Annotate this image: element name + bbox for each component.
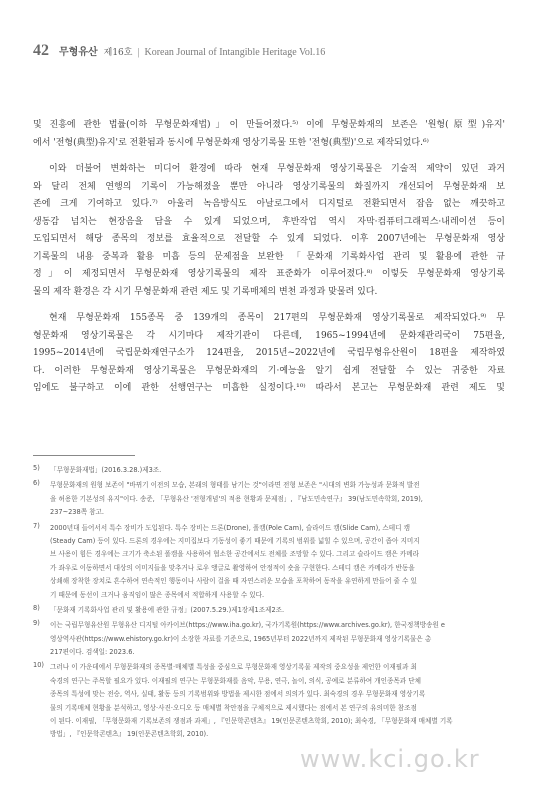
watermark: www.kci.go.kr [300, 745, 480, 773]
footnotes [33, 464, 509, 744]
footnote-line: 217편이다. 검색일: 2023.6. [50, 648, 135, 657]
footnote-line: 종목의 특성에 맞는 전승, 역사, 실태, 활동 등의 기록범위와 방법을 제시한 점에서 의의가 있다. 최숙경의 경우 무형문화재 영상기록 [50, 690, 426, 699]
footnote-number: 6) [33, 479, 40, 488]
paragraph [33, 310, 505, 398]
footnote-line: 을 허용한 기본성의 유지"이다. 송준, 「무형유산 '전형개념'의 적용 현황과 문제점」, 『남도민속연구』 39(남도민속학회, 2019), [50, 494, 423, 503]
footnote-line: 물의 기록매체 현황을 분석하고, 영상·사진·오디오 등 매체별 착안점을 구체적으로 제시했다는 점에서 본 연구의 유의미한 참조점 [50, 703, 417, 712]
footnote-line: 그러나 이 가운데에서 무형문화재의 종목별·매체별 특성을 중심으로 무형문화재 영상기록물 제작의 중요성을 제언한 이재필과 최 [50, 663, 417, 672]
footnote-line: (Steady Cam) 등이 있다. 드론의 경우에는 지미집보다 기동성이 좋기 때문에 기록의 범위를 넓힐 수 있으며, 공간이 좁아 지미지 [50, 536, 420, 545]
text-line: 물의 제작 환경은 각 시기 무형문화재 관련 제도 및 기록매체의 변천 과정과 맞물려 있다. [33, 286, 378, 297]
footnote-line: 방법」, 『인문학콘텐츠』 19(인문콘텐츠학회, 2010). [50, 730, 209, 739]
page-number: 42 [33, 42, 49, 59]
journal-title-english: Korean Journal of Intangible Heritage Vol.16 [144, 47, 326, 58]
footnote [33, 522, 509, 602]
footnote [33, 661, 509, 741]
header-separator: | [137, 47, 140, 58]
footnote-number: 5) [33, 464, 40, 472]
text-line: 1995~2014년에 국립문화재연구소가 124편을, 2015년~2022년에 국립무형유산원이 18편을 제작하였 [33, 348, 505, 358]
footnote-line: 무형문화재의 원형 보존이 "바뀌기 이전의 모습, 본래의 형태를 남기는 것"이라면 전형 보존은 "시대의 변화 가능성과 문화적 발전 [50, 481, 420, 490]
body-text [33, 117, 505, 398]
footnote-line: 237~238쪽 참고. [50, 508, 104, 517]
footnote-number: 10) [33, 661, 44, 670]
paragraph [33, 161, 505, 301]
footnote [33, 619, 509, 659]
footnote-line: 이는 국립무형유산원 무형유산 디지털 아카이브(https://www.iha.go.kr), 국가기록원(https://www.archives.go.kr), 한국정책방송원 e [50, 621, 445, 630]
footnote [33, 464, 509, 477]
footnote-line: 「무형문화재법」(2016.3.28.)제3조. [50, 466, 162, 474]
footnote-number: 8) [33, 603, 40, 612]
footnote-number: 7) [33, 521, 40, 530]
issue-number: 제16호 [103, 48, 133, 58]
text-line: 생동감 넘치는 현장음을 담을 수 있게 되었으며, 후반작업 역시 자막·컴퓨터그래픽스·내레이션 등이 [33, 216, 505, 227]
paragraph [33, 117, 505, 152]
footnote-line: 브 사용이 힘든 경우에는 크기가 축소된 폴캠을 사용하여 협소한 공간에서도 전체를 조망할 수 있다. 그리고 슬라이드 캠은 카메라 [50, 550, 419, 559]
footnote-line: 상쇄해 장착한 장치로 흔수하여 연속적인 행동이나 사람이 걸을 때 자연스러운 모습을 포착하여 동작을 유연하게 만들어 줄 수 있 [50, 577, 417, 586]
text-line: 다. 이러한 무형문화재 영상기록물은 무형문화재의 기·예능을 알기 쉽게 전달할 수 있는 귀중한 자료 [33, 365, 505, 376]
text-line: 정」이 제정되면서 무형문화재 영상기록물의 제작 표준화가 이루어졌다.⁸⁾ 이렇듯 무형문화재 영상기록 [33, 269, 505, 279]
footnote-number: 9) [33, 619, 40, 628]
footnote-line: 이 된다. 이재필, 「무형문화재 기록보존의 쟁점과 과제」, 『인문학콘텐츠』 19(인문콘텐츠학회, 2010); 최숙경, 「무형문화재 매체별 기록 [50, 717, 453, 726]
footnote-divider [33, 455, 135, 456]
footnote-line: 「문화재 기록화사업 관리 및 활용에 관한 규정」(2007.5.29.)제1장제1조제2조. [50, 605, 285, 614]
footnote-line: 2000년대 들어서서 특수 장비가 도입된다. 특수 장비는 드론(Drone), 폴캠(Pole Cam), 슬라이드 캠(Slide Cam), 스테디 캠 [50, 523, 410, 532]
footnote-line: 영상역사관(https://www.ehistory.go.kr)이 소장한 자료를 기준으로, 1965년부터 2022년까지 제작된 무형문화재 영상기록물은 총 [50, 634, 432, 643]
text-line: 에서 '전형(典型)유지'로 전환됨과 동시에 무형문화재 영상기록물 또한 '전형(典型)'으로 제작되었다.⁶⁾ [33, 137, 429, 148]
journal-title-korean: 무형유산 [59, 47, 98, 58]
footnote-line: 기 때문에 동선이 크거나 움직임이 많은 종목에서 적합하게 사용할 수 있다. [50, 590, 265, 599]
footnote-line: 숙경의 연구는 주목할 필요가 있다. 이재필의 연구는 무형문화재를 음악, 무용, 연극, 놀이, 의식, 공예로 분류하여 개인종목과 단체 [50, 676, 421, 685]
footnote [33, 479, 509, 519]
running-header [33, 42, 513, 62]
text-line: 도입되면서 해당 종목의 정보를 효율적으로 전달할 수 있게 되었다. 이후 2007년에는 무형문화재 영상 [33, 234, 505, 244]
text-line: 현재 무형문화재 155종목 중 139개의 종목이 217편의 무형문화재 영상기록물로 제작되었다.⁹⁾ 무 [49, 313, 505, 323]
footnote-line: 가 좌우로 이동하면서 대상의 이미지들을 맞추거나 로우 앵글로 촬영하여 안정적이 숏을 구현한다. 스테디 캠은 카메라가 반동을 [50, 563, 415, 572]
text-line: 기록물의 내용 중복과 활용 미흡 등의 문제점을 보완한 「문화재 기록화사업 관리 및 활용에 관한 규 [33, 251, 505, 262]
text-line: 이와 더불어 변화하는 미디어 환경에 따라 현재 무형문화재 영상기록물은 기술적 제약이 있던 과거 [49, 164, 505, 174]
text-line: 형문화재 영상기록물은 각 시기마다 제작기관이 다른데, 1965~1994년에 문화재관리국이 75편을, [33, 330, 505, 341]
text-line: 및 진흥에 관한 법률(이하 무형문화재법)」이 만들어졌다.⁵⁾ 이에 무형문화재의 보존은 '원형(原型)유지' [33, 120, 505, 130]
text-line: 존에 크게 기여하고 있다.⁷⁾ 아울러 녹음방식도 아날로그에서 디지털로 전환되면서 잡음 없는 깨끗하고 [33, 199, 505, 209]
text-line: 와 달리 전체 연행의 기록이 가능해졌을 뿐만 아니라 영상기록물의 화질까지 개선되어 무형문화재 보 [33, 181, 505, 192]
footnote [33, 604, 509, 617]
text-line: 임에도 불구하고 이에 관한 선행연구는 미흡한 실정이다.¹⁰⁾ 따라서 본고는 무형문화재 관련 제도 및 [33, 383, 505, 393]
